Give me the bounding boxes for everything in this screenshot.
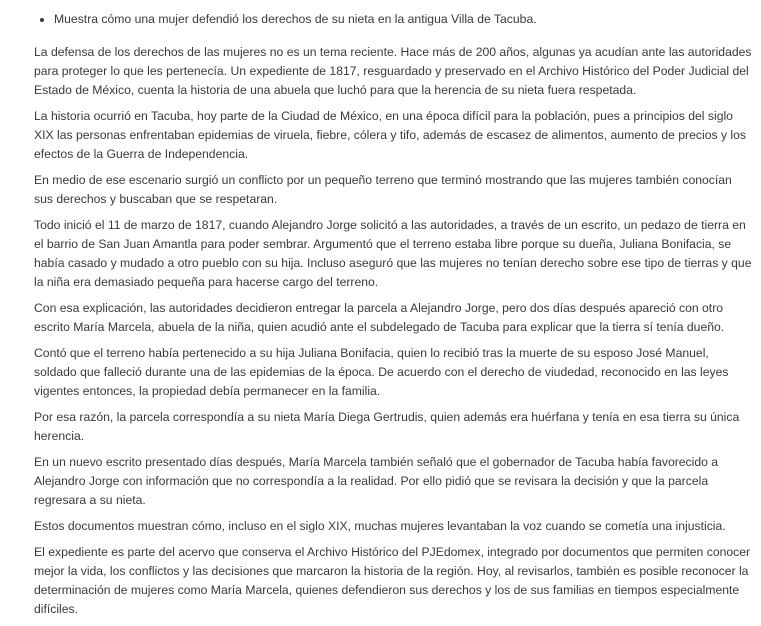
paragraph-8: En un nuevo escrito presentado días después, María Marcela también señaló que el gobernador de Tacuba había favorecido a Alejandro Jorge con información que no correspondía a la realidad. Por ello pidió que se revisara la decisión y que la parcela regresara a su nieta. bbox=[34, 455, 719, 507]
paragraph-1: La defensa de los derechos de las mujeres no es un tema reciente. Hace más de 200 años, algunas ya acudían ante las autoridades para proteger lo que les pertenecía. Un expediente de 1817, resguardado y preservado en el Archivo Histórico del Poder Judicial del Estado de México, cuenta la historia de una abuela que luchó para que la herencia de su nieta fuera respetada. bbox=[34, 45, 752, 97]
paragraph-5: Con esa explicación, las autoridades decidieron entregar la parcela a Alejandro Jorge, pero dos días después apareció con otro escrito María Marcela, abuela de la niña, quien acudió ante el subdelegado de Tacuba para explicar que la tierra sí tenía dueño. bbox=[34, 301, 725, 334]
article-body bbox=[34, 10, 752, 626]
summary-item: • Muestra cómo una mujer defendió los derechos de su nieta en la antigua Villa de Tacuba. bbox=[54, 10, 752, 29]
paragraph-4: Todo inició el 11 de marzo de 1817, cuando Alejandro Jorge solicitó a las autoridades, a través de un escrito, un pedazo de tierra en el barrio de San Juan Amantla para poder sembrar. Argumentó que el terreno estaba libre porque su dueña, Juliana Bonifacia, se había casado y mudado a otro pueblo con su hija. Incluso aseguró que las mujeres no tenían derecho sobre ese tipo de tierras y que la niña era demasiado pequeña para hacerse cargo del terreno. bbox=[34, 218, 752, 289]
summary-list bbox=[34, 10, 752, 29]
paragraph-9: Estos documentos muestran cómo, incluso en el siglo XIX, muchas mujeres levantaban la voz cuando se cometía una injusticia. bbox=[34, 519, 726, 533]
paragraph-3: En medio de ese escenario surgió un conflicto por un pequeño terreno que terminó mostrando que las mujeres también conocían sus derechos y buscaban que se respetaran. bbox=[34, 173, 732, 206]
paragraph-10: El expediente es parte del acervo que conserva el Archivo Histórico del PJEdomex, integrado por documentos que permiten conocer mejor la vida, los conflictos y las decisiones que marcaron la historia de la región. Hoy, al revisarlos, también es posible reconocer la determinación de mujeres como María Marcela, quienes defendieron sus derechos y los de sus familias en tiempos especialmente difíciles. bbox=[34, 545, 751, 616]
paragraph-2: La historia ocurrió en Tacuba, hoy parte de la Ciudad de México, en una época difícil para la población, pues a principios del siglo XIX las personas enfrentaban epidemias de viruela, fiebre, cólera y tifo, además de escasez de alimentos, aumento de precios y los efectos de la Guerra de Independencia. bbox=[34, 109, 747, 161]
paragraph-6: Contó que el terreno había pertenecido a su hija Juliana Bonifacia, quien lo recibió tras la muerte de su esposo José Manuel, soldado que falleció durante una de las epidemias de la época. De acuerdo con el derecho de viudedad, reconocido en las leyes vigentes entonces, la propiedad debía permanecer en la familia. bbox=[34, 346, 729, 398]
paragraph-7: Por esa razón, la parcela correspondía a su nieta María Diega Gertrudis, quien además era huérfana y tenía en esa tierra su única herencia. bbox=[34, 410, 740, 443]
